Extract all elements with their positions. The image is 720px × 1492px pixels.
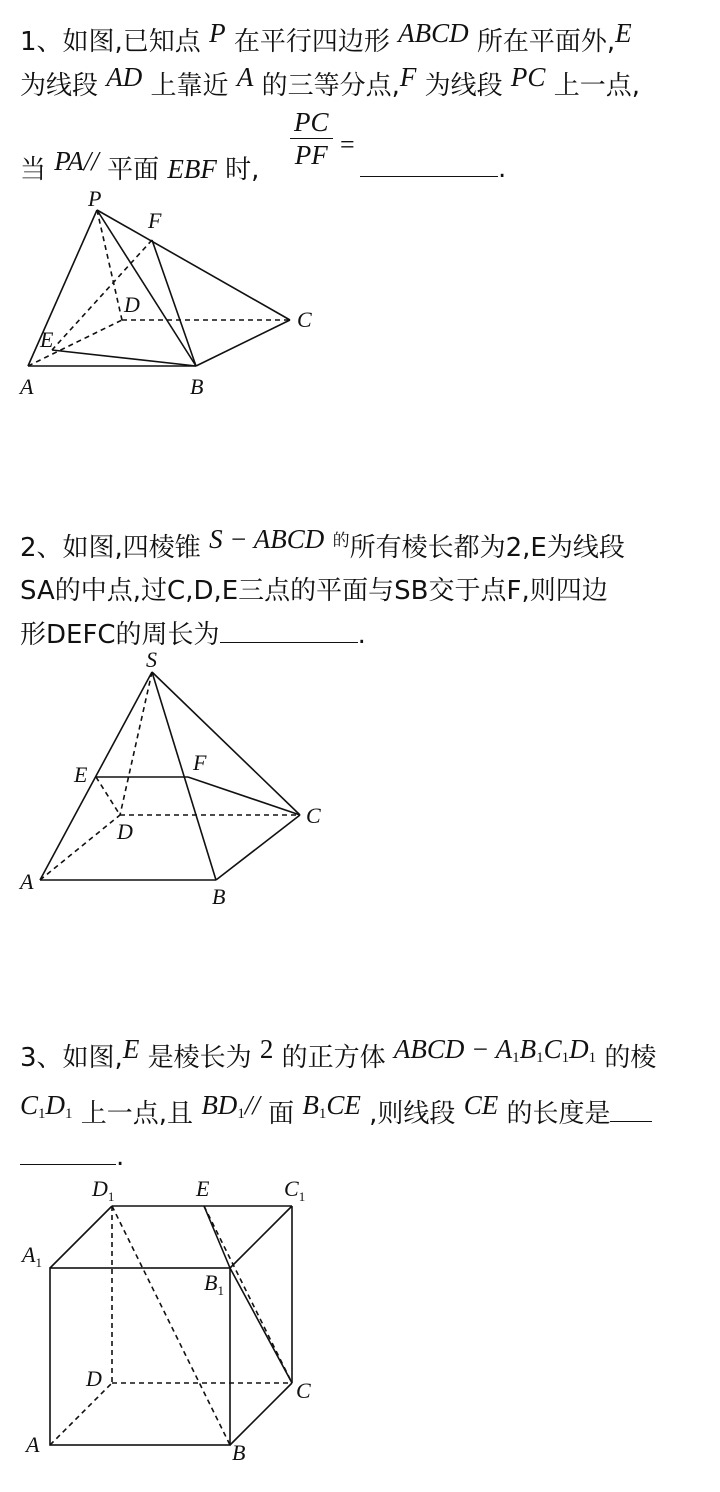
label-B: B bbox=[190, 374, 204, 399]
label-C: C bbox=[306, 803, 321, 828]
text: ,则线段 bbox=[369, 1099, 456, 1129]
math-CE: CE bbox=[463, 1090, 499, 1120]
text: 的三等分点, bbox=[261, 71, 400, 101]
q1-answer-blank: . bbox=[360, 152, 506, 186]
label-A1: $A_1$ bbox=[22, 1242, 42, 1270]
label-E: E bbox=[74, 762, 88, 787]
label-F: F bbox=[148, 208, 162, 233]
q2-line-3: 形DEFC的周长为 . bbox=[20, 620, 366, 650]
label-B: B bbox=[232, 1440, 246, 1465]
figure-1-pyramid bbox=[28, 210, 290, 366]
label-C: C bbox=[296, 1378, 311, 1403]
math-2: 2 bbox=[259, 1034, 274, 1064]
label-D: D bbox=[124, 292, 140, 317]
figure-3-cube bbox=[50, 1206, 292, 1445]
text: 2、如图,四棱锥 bbox=[20, 533, 201, 563]
q3-line-3: . bbox=[20, 1140, 124, 1174]
label-E: E bbox=[196, 1176, 210, 1201]
math-C1D1: $C_1D_1$ bbox=[20, 1090, 73, 1122]
label-E: E bbox=[40, 327, 54, 352]
math-AD: AD bbox=[106, 62, 143, 92]
text: 时, bbox=[225, 155, 260, 185]
text: 上靠近 bbox=[150, 71, 229, 101]
math-E: E bbox=[122, 1034, 140, 1064]
text: 的正方体 bbox=[281, 1043, 386, 1073]
label-F: F bbox=[193, 750, 207, 775]
text: SA的中点,过C,D,E三点的平面与SB交于点F,则四边 bbox=[20, 576, 608, 606]
label-A: A bbox=[26, 1432, 40, 1457]
math-P: P bbox=[209, 18, 226, 48]
text: 的长度是 bbox=[506, 1099, 611, 1129]
text: 面 bbox=[268, 1099, 295, 1129]
text: 当 bbox=[20, 155, 47, 185]
label-P: P bbox=[88, 186, 102, 211]
label-A: A bbox=[20, 869, 34, 894]
fraction-denominator: PF bbox=[294, 140, 328, 170]
label-A: A bbox=[20, 374, 34, 399]
math-F: F bbox=[399, 62, 417, 92]
text: 为线段 bbox=[20, 71, 99, 101]
text: 如图,已知点 bbox=[62, 27, 201, 57]
q1-number: 1、 bbox=[20, 27, 63, 57]
text: 的棱 bbox=[604, 1043, 657, 1073]
label-B1: $B_1$ bbox=[204, 1270, 224, 1298]
text: 上一点, bbox=[553, 71, 640, 101]
text: 所有棱长都为2,E为线段 bbox=[349, 533, 625, 563]
text: 平面 bbox=[107, 155, 160, 185]
math-PA-parallel: PA// bbox=[54, 146, 99, 176]
math-S-ABCD: S − ABCD bbox=[209, 524, 325, 554]
label-D1: $D_1$ bbox=[92, 1176, 115, 1204]
text: 3、如图, bbox=[20, 1043, 123, 1073]
text: 上一点,且 bbox=[80, 1099, 194, 1129]
math-cube-name: ABCD − $A_1B_1C_1D_1$ bbox=[393, 1034, 597, 1066]
text: 为线段 bbox=[424, 71, 503, 101]
label-C1: $C_1$ bbox=[284, 1176, 306, 1204]
q1-equals: = bbox=[340, 130, 355, 159]
text: 形DEFC的周长为 bbox=[20, 620, 220, 650]
label-D: D bbox=[86, 1366, 102, 1391]
math-E: E bbox=[615, 18, 632, 48]
label-B: B bbox=[212, 884, 226, 909]
math-EBF: EBF bbox=[167, 154, 217, 184]
fraction-numerator: PC bbox=[290, 106, 333, 139]
text: 的 bbox=[332, 531, 350, 551]
math-A: A bbox=[236, 62, 254, 92]
text: 是棱长为 bbox=[147, 1043, 252, 1073]
text: 所在平面外, bbox=[476, 27, 616, 57]
label-S: S bbox=[146, 647, 157, 672]
math-B1CE: $B_1CE$ bbox=[302, 1090, 361, 1122]
label-C: C bbox=[297, 307, 312, 332]
label-D: D bbox=[117, 819, 133, 844]
math-ABCD: ABCD bbox=[398, 18, 469, 48]
text: 在平行四边形 bbox=[233, 27, 390, 57]
math-PC: PC bbox=[510, 62, 546, 92]
math-BD1-parallel: $BD_1//$ bbox=[201, 1090, 260, 1122]
